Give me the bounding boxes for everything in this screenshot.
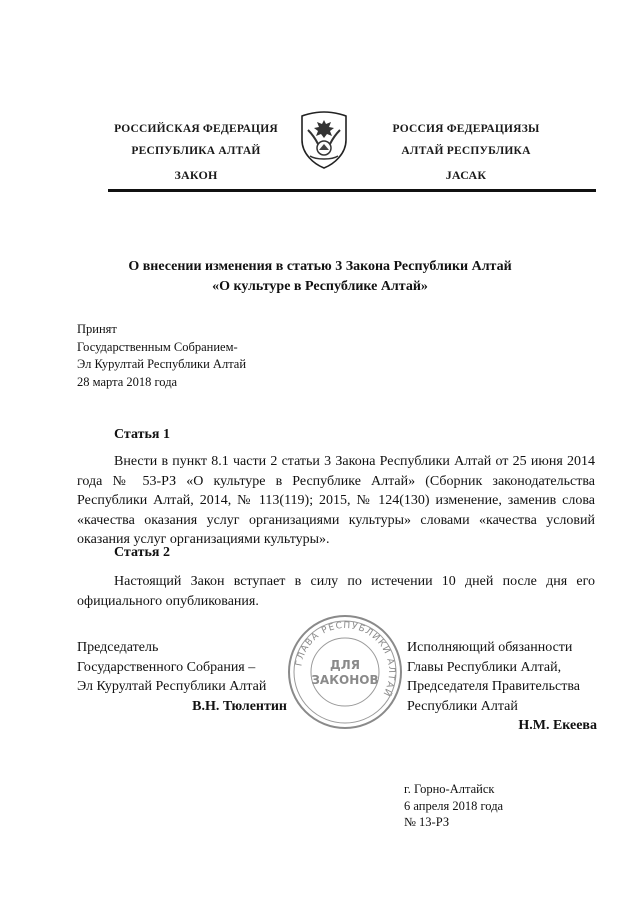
- adoption-note: [77, 321, 246, 391]
- sig-left-line2: Государственного Собрания –: [77, 659, 256, 675]
- title-line1: О внесении изменения в статью 3 Закона Республики Алтай: [128, 259, 512, 274]
- sig-left-line3: Эл Курултай Республики Алтай: [77, 679, 267, 694]
- article-1-text: Внести в пункт 8.1 части 2 статьи 3 Закона Республики Алтай от 25 июня 2014 года № 53-РЗ «О культуре в Республике Алтай» (Сборник законодательства Республики Алтай, 2014, № 113(119); 2015, № 124(130) изменение, заменив слова «качества оказания услуг организациями культуры» словами «качества условий оказания услуг организациями культуры».: [77, 454, 595, 547]
- document-title: [60, 257, 580, 297]
- stamp-ring-text: ГЛАВА РЕСПУБЛИКИ АЛТАЙ: [294, 620, 397, 699]
- sig-right-line3: Председателя Правительства: [407, 679, 581, 694]
- stamp-center-line1: ДЛЯ: [330, 658, 360, 672]
- adopted-line3: Эл Курултай Республики Алтай: [77, 357, 247, 371]
- header-right-line2: АЛТАЙ РЕСПУБЛИКА: [401, 145, 531, 157]
- header-right-line1: РОССИЯ ФЕДЕРАЦИЯЗЫ: [392, 123, 540, 135]
- sig-right-name: Н.М. Екеева: [518, 718, 597, 733]
- adopted-line2: Государственным Собранием-: [77, 339, 238, 354]
- article-1-heading: Статья 1: [114, 427, 170, 442]
- law-number: № 13-РЗ: [404, 815, 450, 829]
- official-stamp-icon: [285, 612, 405, 732]
- adopted-line4: 28 марта 2018 года: [77, 374, 178, 389]
- sig-right-line1: Исполняющий обязанности: [407, 640, 573, 655]
- place-date: 6 апреля 2018 года: [404, 798, 504, 813]
- place-date-block: [404, 781, 503, 831]
- sig-right-line2: Главы Республики Алтай,: [407, 659, 562, 675]
- title-line2: «О культуре в Республике Алтай»: [212, 279, 428, 294]
- article-2-heading: Статья 2: [114, 545, 170, 560]
- header-left: [96, 118, 296, 186]
- coat-of-arms-icon: [296, 110, 352, 170]
- header-right: [366, 118, 566, 186]
- article-2-text: Настоящий Закон вступает в силу по истечении 10 дней после дня его официального опубликования.: [77, 574, 595, 609]
- sig-left-name: В.Н. Тюлентин: [192, 698, 287, 714]
- header-divider: [108, 189, 596, 192]
- signature-left: [77, 638, 287, 716]
- place-city: г. Горно-Алтайск: [404, 782, 495, 796]
- signature-right: [407, 638, 597, 736]
- sig-left-line1: Председатель: [77, 640, 159, 655]
- stamp-center-line2: ЗАКОНОВ: [311, 673, 379, 687]
- header-left-line1: РОССИЙСКАЯ ФЕДЕРАЦИЯ: [114, 123, 278, 135]
- adopted-line1: Принят: [77, 322, 117, 336]
- sig-right-line4: Республики Алтай: [407, 698, 518, 714]
- header-right-law: JАСАК: [445, 168, 487, 182]
- header-left-law: ЗАКОН: [174, 168, 218, 182]
- header-left-line2: РЕСПУБЛИКА АЛТАЙ: [131, 145, 261, 157]
